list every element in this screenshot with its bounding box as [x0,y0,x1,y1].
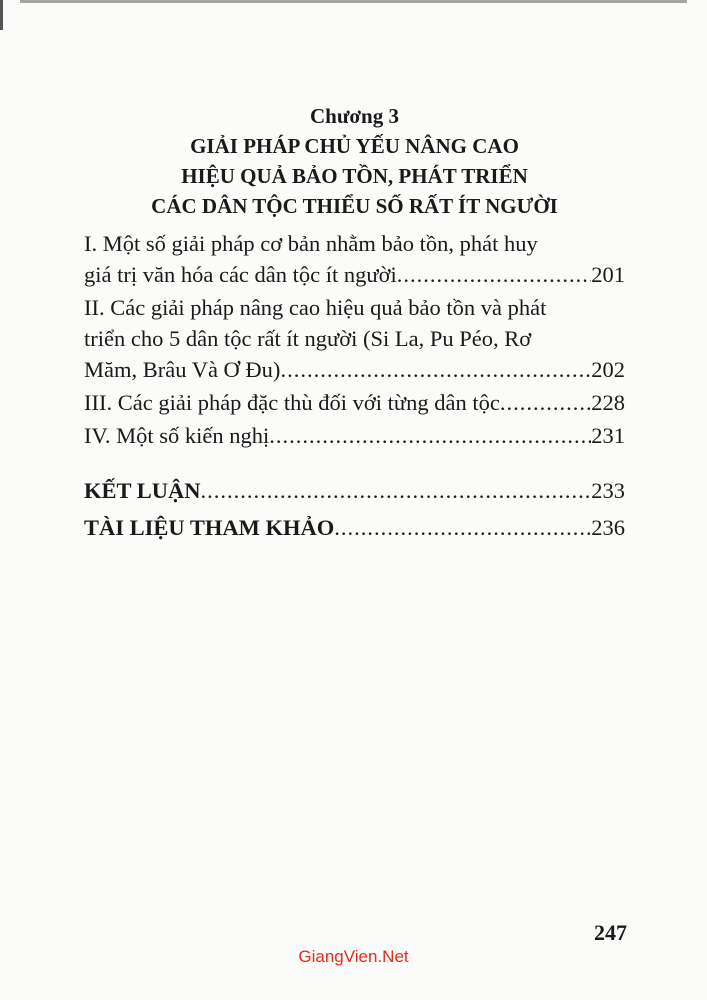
table-of-contents [84,228,625,543]
toc-section-title: TÀI LIỆU THAM KHẢO [84,515,335,540]
dot-leader [269,420,591,451]
toc-page-number: 231 [591,423,625,448]
page-number: 247 [594,920,627,945]
dot-leader [334,512,591,543]
toc-entry[interactable] [84,228,625,290]
chapter-label: Chương 3 [309,104,399,128]
toc-entry-text: III. Các giải pháp đặc thù đối với từng dân tộc [84,390,500,415]
toc-page-number: 228 [591,390,625,415]
page-left-edge [0,0,3,30]
page-top-edge [20,0,687,3]
toc-entry-text: IV. Một số kiến nghị [84,423,270,448]
dot-leader [500,387,591,418]
dot-leader [280,354,591,385]
toc-entry-text: II. Các giải pháp nâng cao hiệu quả bảo tồn và phát [84,295,547,320]
toc-entry[interactable] [84,420,625,451]
toc-entry[interactable] [84,292,625,385]
toc-page-number: 201 [591,262,625,287]
toc-entry-text: I. Một số giải pháp cơ bản nhằm bảo tồn, phát huy [84,231,538,256]
chapter-title-line: HIỆU QUẢ BẢO TỒN, PHÁT TRIỂN [181,164,528,188]
chapter-title-line: GIẢI PHÁP CHỦ YẾU NÂNG CAO [190,134,519,158]
watermark: GiangVien.Net [298,947,409,966]
toc-section[interactable] [84,475,625,506]
toc-page-number: 236 [591,515,625,540]
dot-leader [397,259,592,290]
dot-leader [201,475,592,506]
toc-entry-text: giá trị văn hóa các dân tộc ít người [84,262,397,287]
chapter-heading [84,101,625,221]
toc-section[interactable] [84,512,625,543]
toc-page-number: 202 [591,357,625,382]
toc-entry-text: Măm, Brâu Và Ơ Đu) [84,357,281,382]
chapter-title-line: CÁC DÂN TỘC THIỂU SỐ RẤT ÍT NGƯỜI [151,194,558,218]
toc-entry[interactable] [84,387,625,418]
toc-entry-text: triển cho 5 dân tộc rất ít người (Si La, Pu Péo, Rơ [84,326,532,351]
toc-page-number: 233 [591,478,625,503]
toc-section-title: KẾT LUẬN [84,478,201,503]
